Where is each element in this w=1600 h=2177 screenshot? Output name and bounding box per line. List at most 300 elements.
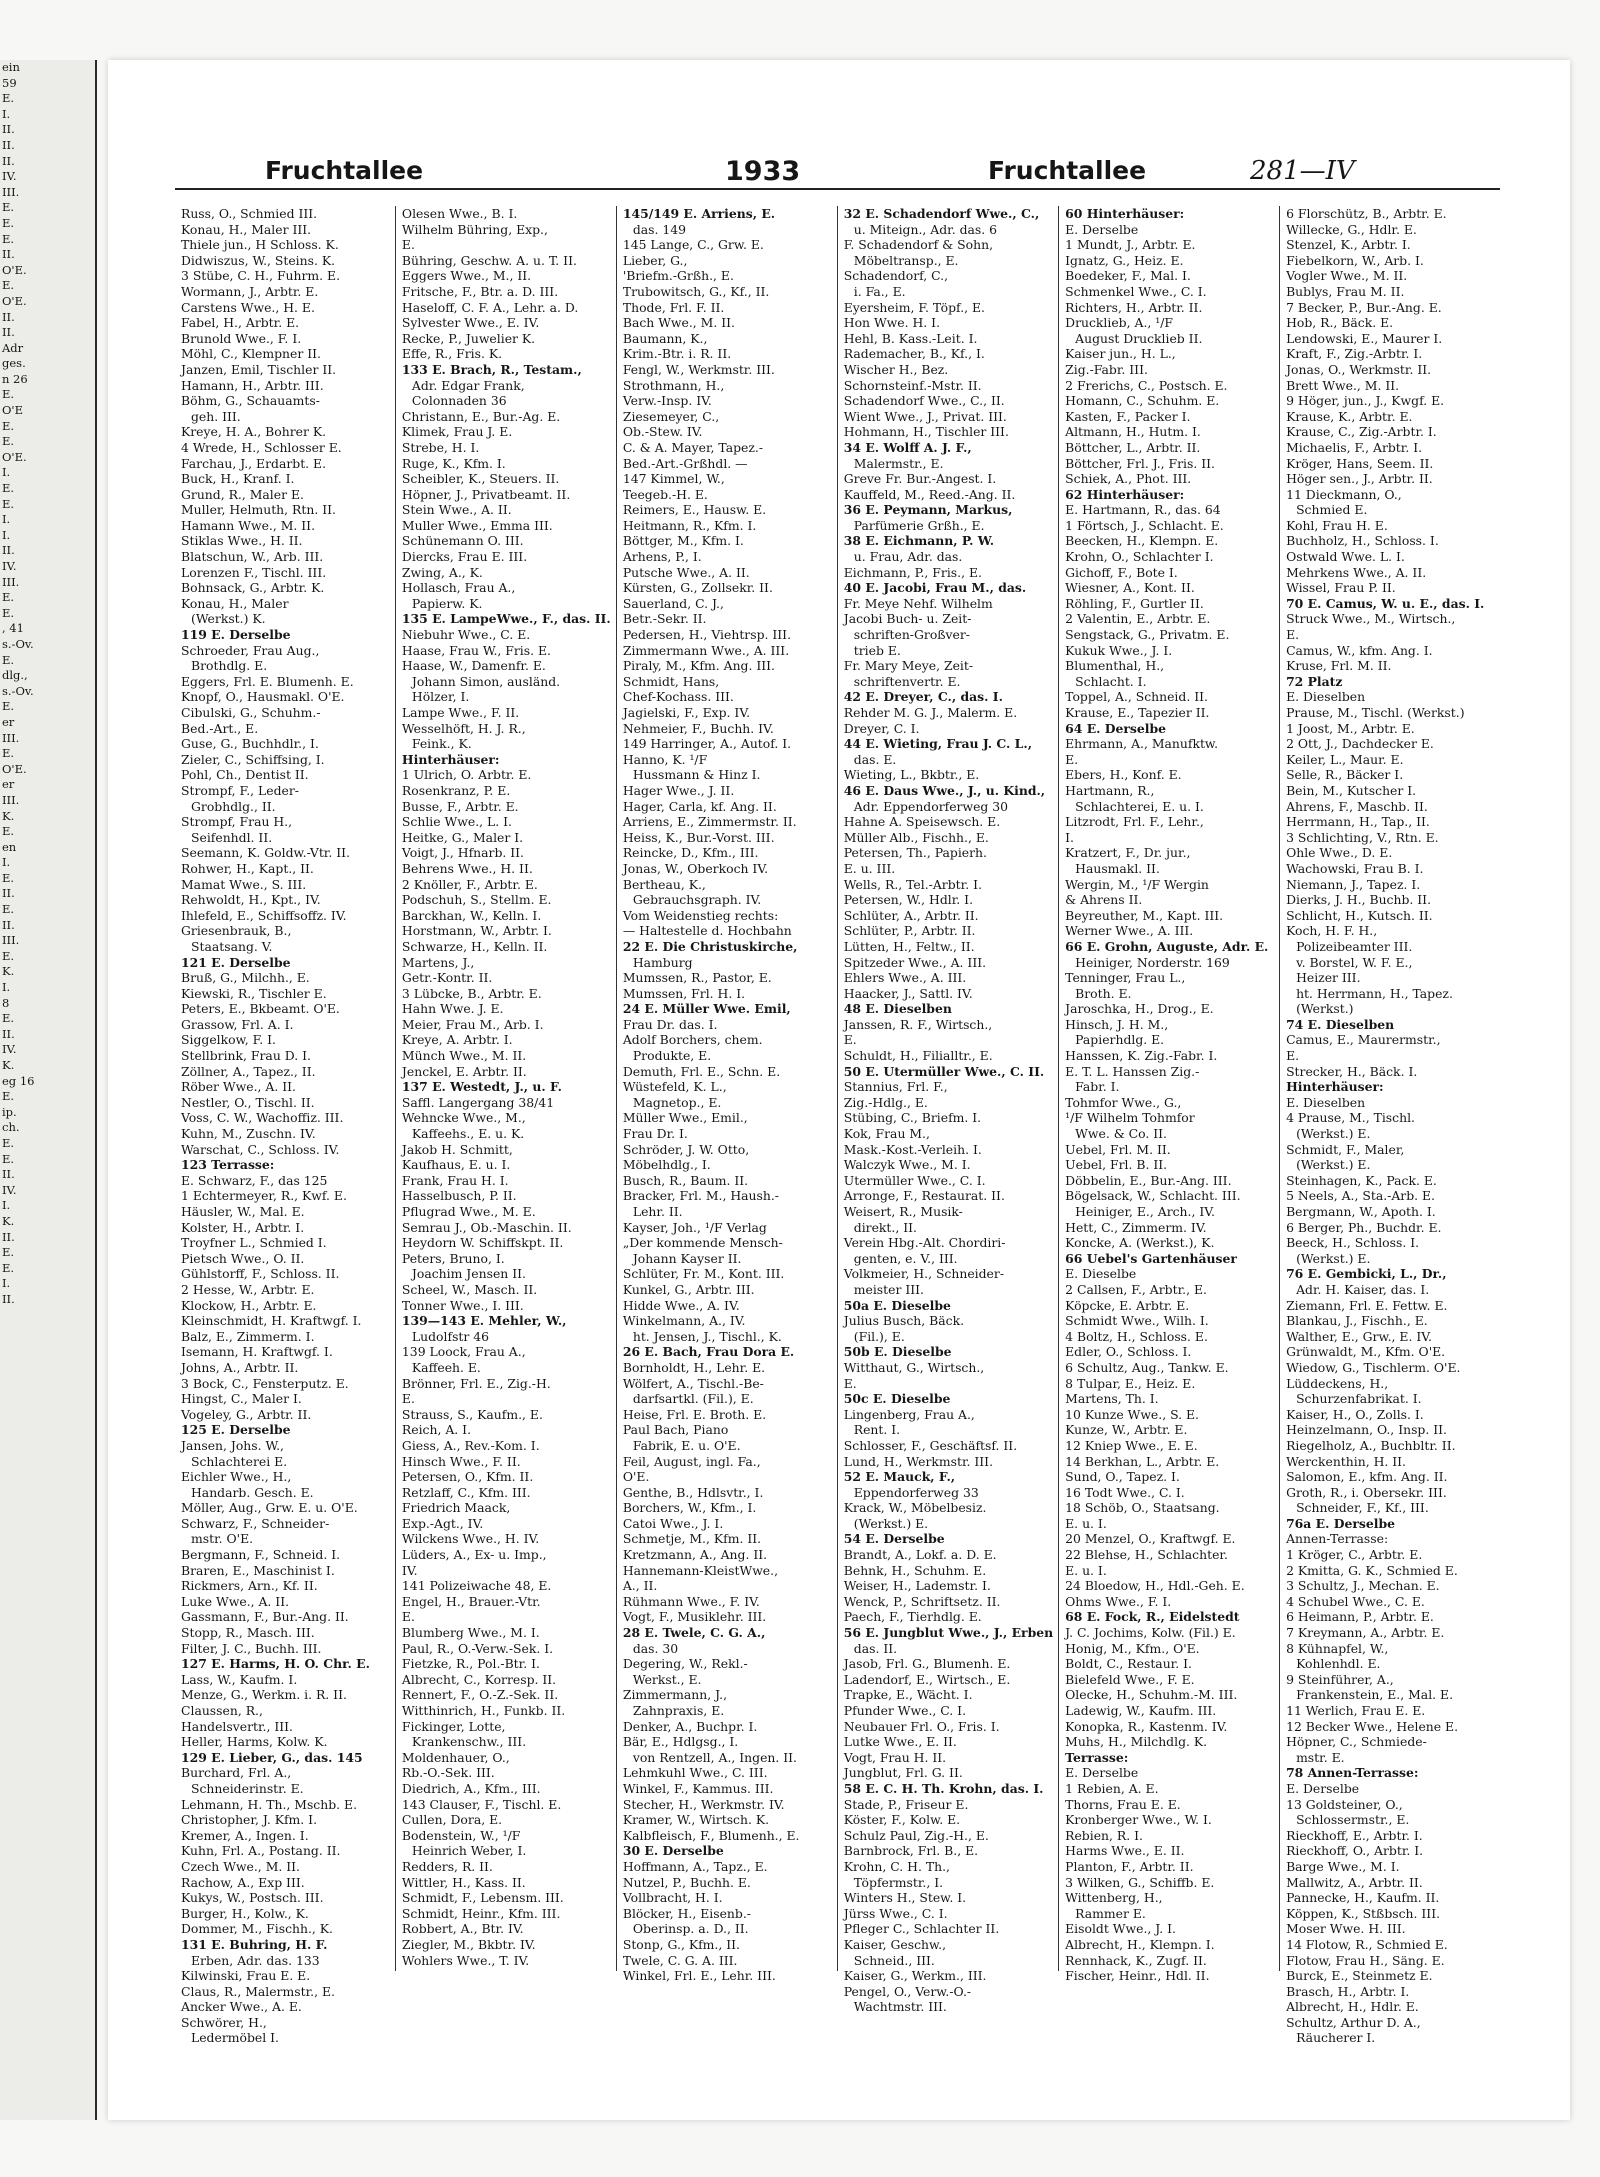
directory-line: Sengstack, G., Privatm. E. — [1065, 627, 1230, 643]
directory-line: 76 E. Gembicki, L., Dr., — [1286, 1266, 1447, 1282]
directory-line: Böttcher, Frl. J., Fris. II. — [1065, 455, 1215, 471]
directory-line: Kretzmann, A., Ang. II. — [622, 1547, 768, 1563]
directory-line: Ladendorf, E., Wirtsch., E. — [843, 1671, 1011, 1687]
directory-line: Kauffeld, M., Reed.-Ang. II. — [843, 486, 1016, 502]
directory-line: 58 E. C. H. Th. Krohn, das. I. — [843, 1780, 1044, 1796]
directory-line: 3 Schultz, J., Mechan. E. — [1286, 1578, 1440, 1594]
left-page-fragment: O'E. — [2, 761, 27, 776]
directory-line: Heiss, K., Bur.-Vorst. III. — [622, 829, 775, 845]
directory-line: 20 Menzel, O., Kraftwgf. E. — [1065, 1531, 1236, 1547]
directory-line: Schwarze, H., Kelln. II. — [401, 938, 548, 954]
directory-line: Wischer H., Bez. — [843, 361, 949, 377]
directory-line: Rebien, R. I. — [1065, 1827, 1143, 1843]
directory-line: Peters, E., Bkbeamt. O'E. — [181, 1001, 340, 1017]
directory-line: Winters H., Stew. I. — [843, 1890, 967, 1906]
left-page-fragment: E. — [2, 434, 15, 449]
left-page-fragment: IV. — [2, 169, 17, 184]
directory-line: Parfümerie Grßh., E. — [853, 517, 985, 533]
directory-line: Konopka, R., Kastenm. IV. — [1065, 1718, 1228, 1734]
column-4 — [837, 206, 1058, 2015]
directory-line: Vogt, Frau H. II. — [843, 1749, 947, 1765]
directory-line: O'E. — [622, 1469, 650, 1485]
directory-line: Adr. Eppendorferweg 30 — [853, 798, 1009, 814]
directory-line: 137 E. Westedt, J., u. F. — [401, 1079, 562, 1095]
directory-line: Edler, O., Schloss. I. — [1065, 1344, 1192, 1360]
directory-line: Winkelmann, A., IV. — [622, 1313, 746, 1329]
directory-line: 129 E. Lieber, G., das. 145 — [181, 1749, 363, 1765]
directory-line: Pfleger C., Schlachter II. — [843, 1921, 1000, 1937]
directory-line: Adr. H. Kaiser, das. I. — [1296, 1281, 1430, 1297]
directory-line: Rb.-O.-Sek. III. — [401, 1765, 495, 1781]
directory-line: Recke, P., Juwelier K. — [401, 330, 536, 346]
directory-line: Camus, W., kfm. Ang. I. — [1286, 642, 1433, 658]
directory-line: Chef-Kochass. III. — [622, 689, 734, 705]
directory-line: 24 Bloedow, H., Hdl.-Geh. E. — [1065, 1578, 1245, 1594]
directory-line: Giess, A., Rev.-Kom. I. — [401, 1437, 540, 1453]
directory-line: E. u. I. — [1065, 1562, 1107, 1578]
left-page-fragment: ip. — [2, 1104, 17, 1119]
directory-line: Piraly, M., Kfm. Ang. III. — [622, 658, 775, 674]
directory-line: Krankenschw., III. — [411, 1734, 527, 1750]
directory-line: — Haltestelle d. Hochbahn — [622, 923, 792, 939]
directory-line: Schmidt, F., Lebensm. III. — [401, 1890, 564, 1906]
directory-line: Niemann, J., Tapez. I. — [1286, 876, 1421, 892]
directory-line: 22 Blehse, H., Schlachter. — [1065, 1547, 1228, 1563]
directory-line: 3 Lübcke, B., Arbtr. E. — [401, 985, 542, 1001]
directory-line: Feil, August, ingl. Fa., — [622, 1453, 761, 1469]
directory-line: Fabel, H., Arbtr. E. — [181, 315, 300, 331]
directory-line: trieb E. — [853, 642, 901, 658]
directory-line: Bühring, Geschw. A. u. T. II. — [401, 252, 577, 268]
left-page-fragment: II. — [2, 1291, 15, 1306]
left-page-fragment: II. — [2, 247, 15, 262]
directory-line: Kiewski, R., Tischler E. — [181, 985, 327, 1001]
directory-line: Pietsch Wwe., O. II. — [181, 1250, 305, 1266]
directory-line: Hett, C., Zimmerm. IV. — [1065, 1219, 1207, 1235]
directory-line: F. Schadendorf & Sohn, — [843, 237, 994, 253]
directory-line: Kaiser jun., H. L., — [1065, 346, 1176, 362]
left-page-fragment: II. — [2, 917, 15, 932]
directory-line: 46 E. Daus Wwe., J., u. Kind., — [843, 782, 1046, 798]
directory-line: Krause, E., Tapezier II. — [1065, 705, 1210, 720]
left-page-fragment: ch. — [2, 1120, 20, 1135]
left-page-fragment: K. — [2, 1213, 15, 1228]
directory-line: Riegelholz, A., Buchbltr. II. — [1286, 1437, 1456, 1453]
directory-line: Jürss Wwe., C. I. — [843, 1905, 948, 1921]
directory-line: Ruge, K., Kfm. I. — [401, 455, 506, 471]
left-page-fragment: s.-Ov. — [2, 636, 34, 651]
directory-line: Redders, R. II. — [401, 1858, 493, 1874]
year: 1933 — [725, 156, 801, 187]
directory-line: Blöcker, H., Eisenb.- — [622, 1905, 751, 1921]
left-page-fragment: IV. — [2, 1042, 17, 1057]
directory-line: Selle, R., Bäcker I. — [1286, 767, 1404, 783]
directory-line: Adolf Borchers, chem. — [622, 1032, 763, 1048]
directory-line: Wormann, J., Arbtr. E. — [181, 283, 319, 299]
directory-line: Lund, H., Werkmstr. III. — [843, 1453, 994, 1469]
directory-line: 1 Rebien, A. E. — [1065, 1780, 1159, 1796]
directory-line: Horstmann, W., Arbtr. I. — [401, 923, 552, 939]
directory-line: Greve Fr. Bur.-Angest. I. — [843, 471, 997, 487]
directory-line: E. — [401, 1609, 415, 1625]
left-page-fragment: II. — [2, 1026, 15, 1041]
column-3 — [616, 206, 837, 1984]
directory-line: 72 Platz — [1286, 673, 1343, 689]
directory-line: Bielefeld Wwe., F. E. — [1065, 1671, 1195, 1687]
directory-line: Wachowski, Frau B. I. — [1286, 860, 1424, 876]
directory-line: Rent. I. — [853, 1422, 901, 1438]
directory-line: Petersen, Th., Papierh. — [843, 845, 987, 861]
left-page-fragment: O'E. — [2, 262, 27, 277]
directory-line: 133 E. Brach, R., Testam., — [401, 361, 582, 377]
directory-line: Zöllner, A., Tapez., II. — [181, 1063, 316, 1079]
directory-line: Degering, W., Rekl.- — [622, 1656, 748, 1672]
left-page-fragment: , 41 — [2, 621, 24, 636]
left-page-fragment: ges. — [2, 356, 26, 371]
directory-line: Griesenbrauk, B., — [181, 923, 292, 939]
directory-line: C. & A. Mayer, Tapez.- — [622, 439, 764, 455]
directory-line: Dommer, M., Fischh., K. — [181, 1921, 333, 1937]
directory-line: Fengl, W., Werkmstr. III. — [622, 361, 775, 377]
directory-line: Julius Busch, Bäck. — [843, 1313, 965, 1329]
directory-line: Papierhdlg. E. — [1075, 1032, 1165, 1048]
directory-line: Zimmermann, J., — [622, 1687, 728, 1703]
directory-line: 11 Dieckmann, O., — [1286, 486, 1402, 502]
directory-line: Eggers Wwe., M., II. — [401, 268, 532, 284]
directory-line: Köster, F., Kolw. E. — [843, 1812, 961, 1828]
directory-line: Schlachterei, E. u. I. — [1075, 798, 1204, 814]
directory-line: Vom Weidenstieg rechts: — [622, 907, 779, 923]
directory-line: Kuhn, M., Zuschn. IV. — [181, 1126, 316, 1142]
directory-line: Knopf, O., Hausmakl. O'E. — [181, 689, 345, 705]
directory-line: Eppendorferweg 33 — [853, 1484, 979, 1500]
directory-line: Thorns, Frau E. E. — [1065, 1796, 1181, 1812]
left-page-fragment: er — [2, 714, 15, 729]
left-page-fragment: Adr — [2, 340, 24, 355]
directory-line: das. 149 — [632, 221, 687, 237]
directory-line: Schlüter, Fr. M., Kont. III. — [622, 1266, 785, 1282]
directory-line: Groth, R., i. Obersekr. III. — [1286, 1484, 1447, 1500]
left-page-fragment: I. — [2, 1276, 11, 1291]
directory-line: (Werkst.) E. — [1296, 1250, 1371, 1266]
directory-line: Effe, R., Fris. K. — [401, 346, 503, 362]
directory-line: 'Briefm.-Grßh., E. — [622, 268, 734, 284]
directory-line: Behrens Wwe., H. II. — [401, 860, 533, 876]
directory-line: Brett Wwe., M. II. — [1286, 377, 1400, 393]
directory-line: Kröger, Hans, Seem. II. — [1286, 455, 1434, 471]
directory-line: 50a E. Dieselbe — [843, 1297, 951, 1313]
directory-line: Pannecke, H., Kaufm. II. — [1286, 1890, 1440, 1906]
directory-line: Arronge, F., Restaurat. II. — [843, 1188, 1005, 1204]
directory-line: Albrecht, C., Korresp. II. — [401, 1671, 557, 1687]
directory-line: A., II. — [622, 1578, 658, 1594]
directory-line: 119 E. Derselbe — [181, 627, 291, 643]
directory-line: 40 E. Jacobi, Frau M., das. — [843, 580, 1027, 596]
left-page-fragment: E. — [2, 231, 15, 246]
directory-line: 18 Schöb, O., Staatsang. — [1065, 1500, 1220, 1516]
directory-line: Dierks, J. H., Buchb. II. — [1286, 892, 1432, 908]
directory-line: 2 Kmitta, G. K., Schmied E. — [1286, 1562, 1458, 1578]
directory-line: Zahnpraxis, E. — [632, 1703, 725, 1718]
directory-line: Nutzel, P., Buchh. E. — [622, 1874, 751, 1890]
directory-line: Barnbrock, Frl. B., E. — [843, 1843, 979, 1859]
directory-line: von Rentzell, A., Ingen. II. — [632, 1749, 797, 1765]
directory-line: Fiebelkorn, W., Arb. I. — [1286, 252, 1424, 268]
left-page-fragment: I. — [2, 1198, 11, 1213]
directory-line: 135 E. LampeWwe., F., das. II. — [401, 611, 611, 627]
column-5 — [1058, 206, 1279, 1984]
directory-line: Prause, M., Tischl. (Werkst.) — [1286, 705, 1465, 720]
directory-line: 26 E. Bach, Frau Dora E. — [622, 1344, 795, 1360]
directory-line: Bublys, Frau M. II. — [1286, 283, 1405, 299]
directory-line: genten, e. V., III. — [853, 1250, 958, 1266]
directory-line: Olesen Wwe., B. I. — [401, 206, 518, 221]
street-name-left: Fruchtallee — [265, 156, 424, 185]
directory-line: Häusler, W., Mal. E. — [181, 1204, 305, 1219]
directory-line: Frank, Frau H. I. — [401, 1172, 509, 1188]
directory-line: Braren, E., Maschinist I. — [181, 1562, 335, 1578]
page-number: 281—IV — [1250, 156, 1355, 186]
directory-line: Lehmkuhl Wwe., C. III. — [622, 1765, 768, 1781]
directory-line: 2 Frerichs, C., Postsch. E. — [1065, 377, 1228, 393]
directory-line: Adr. Edgar Frank, — [411, 377, 525, 393]
directory-line: Planton, F., Arbtr. II. — [1065, 1858, 1194, 1874]
left-page-fragment: III. — [2, 730, 20, 745]
directory-line: Arriens, E., Zimmermstr. II. — [622, 814, 797, 830]
directory-line: Ladewig, W., Kaufm. III. — [1065, 1703, 1217, 1718]
directory-line: Jonas, W., Oberkoch IV. — [622, 860, 769, 876]
left-page-fragment: E. — [2, 418, 15, 433]
directory-line: Wieting, L., Bkbtr., E. — [843, 767, 980, 783]
directory-line: Fabr. I. — [1075, 1079, 1120, 1095]
directory-line: Farchau, J., Erdarbt. E. — [181, 455, 327, 471]
directory-line: Spitzeder Wwe., A. III. — [843, 954, 987, 970]
directory-line: 54 E. Derselbe — [843, 1531, 945, 1547]
directory-line: Christopher, J. Kfm. I. — [181, 1812, 318, 1828]
directory-line: u. Frau, Adr. das. — [853, 549, 963, 565]
directory-line: Hager Wwe., J. II. — [622, 782, 735, 798]
directory-line: Bracker, Frl. M., Haush.- — [622, 1188, 779, 1204]
left-page-fragment: E. — [2, 91, 15, 106]
directory-line: 70 E. Camus, W. u. E., das. I. — [1286, 595, 1485, 611]
directory-line: Hinsch, J. H. M., — [1065, 1016, 1169, 1032]
left-page-fragment: E. — [2, 746, 15, 761]
directory-line: Burck, E., Steinmetz E. — [1286, 1968, 1433, 1984]
directory-line: Bodenstein, W., ¹/F — [401, 1827, 521, 1843]
directory-line: 76a E. Derselbe — [1286, 1515, 1395, 1531]
directory-line: 3 Bock, C., Fensterputz. E. — [181, 1375, 349, 1391]
directory-line: Volkmeier, H., Schneider- — [843, 1266, 1005, 1282]
directory-line: Thode, Frl. F. II. — [622, 299, 725, 315]
directory-line: Hasselbusch, P. II. — [401, 1188, 517, 1204]
left-page-fragment: E. — [2, 1135, 15, 1150]
directory-line: schriftenvertr. E. — [853, 673, 961, 689]
directory-line: Hoffmann, A., Tapz., E. — [622, 1858, 768, 1874]
directory-line: 36 E. Peymann, Markus, — [843, 502, 1013, 518]
directory-line: Lingenberg, Frau A., — [843, 1406, 975, 1422]
directory-line: Janssen, R. F., Wirtsch., — [843, 1016, 993, 1032]
directory-line: 143 Clauser, F., Tischl. E. — [401, 1796, 562, 1812]
directory-line: Staatsang. V. — [191, 938, 273, 954]
directory-line: Johann Simon, ausländ. — [411, 673, 561, 689]
directory-line: Hamburg — [632, 954, 693, 970]
directory-line: Handarb. Gesch. E. — [191, 1484, 314, 1500]
directory-line: Hinterhäuser: — [1286, 1079, 1384, 1095]
directory-line: Barge Wwe., M. I. — [1286, 1858, 1400, 1874]
directory-line: Kaffeehs., E. u. K. — [411, 1126, 525, 1142]
directory-line: direkt., II. — [853, 1219, 917, 1235]
directory-line: Vogeley, G., Arbtr. II. — [181, 1406, 312, 1422]
directory-line: Arhens, P., I. — [622, 549, 702, 565]
left-page-fragment: E. — [2, 652, 15, 667]
directory-line: Höpner, C., Schmiede- — [1286, 1734, 1427, 1750]
directory-line: Ohle Wwe., D. E. — [1286, 845, 1393, 861]
directory-line: Werkst., E. — [632, 1671, 702, 1687]
directory-line: Schlicht, H., Kutsch. II. — [1286, 907, 1433, 923]
directory-line: Zig.-Hdlg., E. — [843, 1094, 928, 1110]
directory-line: Robbert, A., Btr. IV. — [401, 1921, 524, 1937]
left-page-fragment: E. — [2, 824, 15, 839]
directory-line: Fr. Mary Meye, Zeit- — [843, 658, 974, 674]
directory-line: Kohl, Frau H. E. — [1286, 517, 1388, 533]
directory-line: 32 E. Schadendorf Wwe., C., — [843, 206, 1040, 221]
directory-line: Pohl, Ch., Dentist II. — [181, 767, 309, 783]
column-6 — [1279, 206, 1500, 2046]
directory-line: Wachtmstr. III. — [853, 1999, 947, 2015]
directory-line: Kayser, Joh., ¹/F Verlag — [622, 1219, 767, 1235]
directory-line: Wergin, M., ¹/F Wergin — [1065, 876, 1209, 892]
directory-line: E. — [401, 237, 415, 253]
directory-line: Fischer, Heinr., Hdl. II. — [1065, 1968, 1210, 1984]
directory-line: Werner Wwe., A. III. — [1065, 923, 1194, 939]
directory-line: E. u. I. — [1065, 1515, 1107, 1531]
directory-line: Gühlstorff, F., Schloss. II. — [181, 1266, 340, 1282]
directory-line: Hanno, K. ¹/F — [622, 751, 708, 767]
directory-line: Witthaut, G., Wirtsch., — [843, 1359, 985, 1375]
directory-line: Trubowitsch, G., Kf., II. — [622, 283, 770, 299]
left-page-fragment: n 26 — [2, 371, 28, 386]
directory-line: Erben, Adr. das. 133 — [191, 1952, 320, 1968]
directory-line: Strompf, Frau H., — [181, 814, 293, 830]
directory-line: Schlachterei E. — [191, 1453, 288, 1469]
directory-line: Kohlenhdl. E. — [1296, 1656, 1381, 1672]
directory-line: Homann, C., Schuhm. E. — [1065, 393, 1220, 409]
directory-line: Terrasse: — [1065, 1749, 1129, 1765]
directory-line: Gebrauchsgraph. IV. — [632, 892, 762, 908]
directory-line: 44 E. Wieting, Frau J. C. L., — [843, 736, 1033, 752]
left-page-fragment: E. — [2, 870, 15, 885]
directory-line: Johann Kayser II. — [632, 1250, 742, 1266]
directory-line: Höger sen., J., Arbtr. II. — [1286, 471, 1433, 487]
directory-line: 9 Höger, jun., J., Kwgf. E. — [1286, 393, 1445, 409]
directory-line: 22 E. Die Christuskirche, — [622, 938, 798, 954]
directory-line: 3 Stübe, C. H., Fuhrm. E. — [181, 268, 341, 284]
directory-line: Wiedow, G., Tischlerm. O'E. — [1286, 1359, 1461, 1375]
left-page-fragment: II. — [2, 153, 15, 168]
directory-line: 42 E. Dreyer, C., das. I. — [843, 689, 1003, 705]
directory-line: Tohmfor Wwe., G., — [1065, 1094, 1182, 1110]
directory-line: Vollbracht, H. I. — [622, 1890, 723, 1906]
directory-line: Stopp, R., Masch. III. — [181, 1625, 315, 1641]
left-page-fragment: O'E. — [2, 449, 27, 464]
left-page-fragment: K. — [2, 1058, 15, 1072]
directory-line: Hussmann & Hinz I. — [632, 767, 761, 783]
directory-line: Höpner, J., Privatbeamt. II. — [401, 486, 571, 502]
directory-line: Scheel, W., Masch. II. — [401, 1281, 538, 1297]
directory-line: Röhling, F., Gurtler II. — [1065, 595, 1204, 611]
directory-line: 141 Polizeiwache 48, E. — [401, 1578, 552, 1594]
left-page-fragment: II. — [2, 122, 15, 137]
left-page-fragment: II. — [2, 886, 15, 901]
directory-line: Broth. E. — [1075, 985, 1132, 1001]
directory-line: Schmidt, Hans, — [622, 673, 720, 689]
directory-line: Zwing, A., K. — [401, 564, 483, 580]
directory-line: Kratzert, F., Dr. jur., — [1065, 845, 1191, 861]
directory-line: „Der kommende Mensch- — [622, 1235, 783, 1251]
column-1 — [175, 206, 395, 2046]
directory-line: Moser Wwe. H. III. — [1286, 1921, 1406, 1937]
directory-line: geh. III. — [191, 408, 241, 424]
directory-line: E. — [843, 1032, 857, 1048]
directory-line: Claus, R., Malermstr., E. — [181, 1983, 335, 1999]
directory-line: Hager, Carla, kf. Ang. II. — [622, 798, 777, 814]
directory-line: Eyersheim, F. Töpf., E. — [843, 299, 985, 315]
directory-line: Voss, C. W., Wachoffiz. III. — [181, 1110, 344, 1126]
directory-line: Beyreuther, M., Kapt. III. — [1065, 907, 1224, 923]
left-page-fragment: IV. — [2, 559, 17, 573]
directory-line: Wölfert, A., Tischl.-Be- — [622, 1375, 764, 1391]
directory-line: Schiek, A., Phot. III. — [1065, 471, 1192, 487]
directory-line: Rehwoldt, H., Kpt., IV. — [181, 892, 321, 908]
directory-line: Balz, E., Zimmerm. I. — [181, 1328, 315, 1344]
left-page-fragment: E. — [2, 496, 15, 511]
directory-line: Jakob H. Schmitt, — [401, 1141, 513, 1157]
directory-line: Carstens Wwe., H. E. — [181, 299, 315, 315]
directory-line: 11 Werlich, Frau E. E. — [1286, 1703, 1426, 1718]
directory-line: Wenck, P., Schriftsetz. II. — [843, 1593, 1001, 1609]
directory-line: Isemann, H. Kraftwgf. I. — [181, 1344, 333, 1360]
directory-line: Stellbrink, Frau D. I. — [181, 1048, 311, 1064]
directory-line: Beecken, H., Klempn. E. — [1065, 533, 1219, 549]
directory-line: 28 E. Twele, C. G. A., — [622, 1625, 766, 1641]
directory-line: Rennhack, K., Zugf. II. — [1065, 1952, 1207, 1968]
directory-line: Albrecht, H., Hdlr. E. — [1286, 1999, 1419, 2015]
directory-line: 125 E. Derselbe — [181, 1422, 291, 1438]
directory-line: Eichmann, P., Fris., E. — [843, 564, 982, 580]
directory-line: 121 E. Derselbe — [181, 954, 291, 970]
directory-line: Borchers, W., Kfm., I. — [622, 1500, 757, 1516]
street-name-right: Fruchtallee — [988, 156, 1147, 185]
directory-line: Döbbelin, E., Bur.-Ang. III. — [1065, 1172, 1232, 1188]
directory-line: Wittler, H., Kass. II. — [401, 1874, 526, 1890]
directory-line: Lehr. II. — [632, 1204, 683, 1219]
directory-line: Rieckhoff, E., Arbtr. I. — [1286, 1827, 1423, 1843]
directory-line: Krause, C., Zig.-Arbtr. I. — [1286, 424, 1437, 440]
directory-line: Grund, R., Maler E. — [181, 486, 304, 502]
directory-line: Handelsvertr., III. — [181, 1718, 293, 1734]
directory-line: Rademacher, B., Kf., I. — [843, 346, 985, 362]
directory-line: 50b E. Dieselbe — [843, 1344, 952, 1360]
directory-line: Schneider, F., Kf., III. — [1296, 1500, 1429, 1516]
directory-line: Richters, H., Arbtr. II. — [1065, 299, 1203, 315]
directory-line: Kaffeeh. E. — [411, 1359, 481, 1375]
directory-line: Rickmers, Arn., Kf. II. — [181, 1578, 318, 1594]
directory-line: Hinsch Wwe., F. II. — [401, 1453, 521, 1469]
directory-line: 139—143 E. Mehler, W., — [401, 1313, 567, 1329]
directory-line: Hinterhäuser: — [401, 751, 500, 767]
directory-line: Heiniger, E., Arch., IV. — [1075, 1204, 1215, 1219]
left-page-fragment: E. — [2, 948, 15, 963]
